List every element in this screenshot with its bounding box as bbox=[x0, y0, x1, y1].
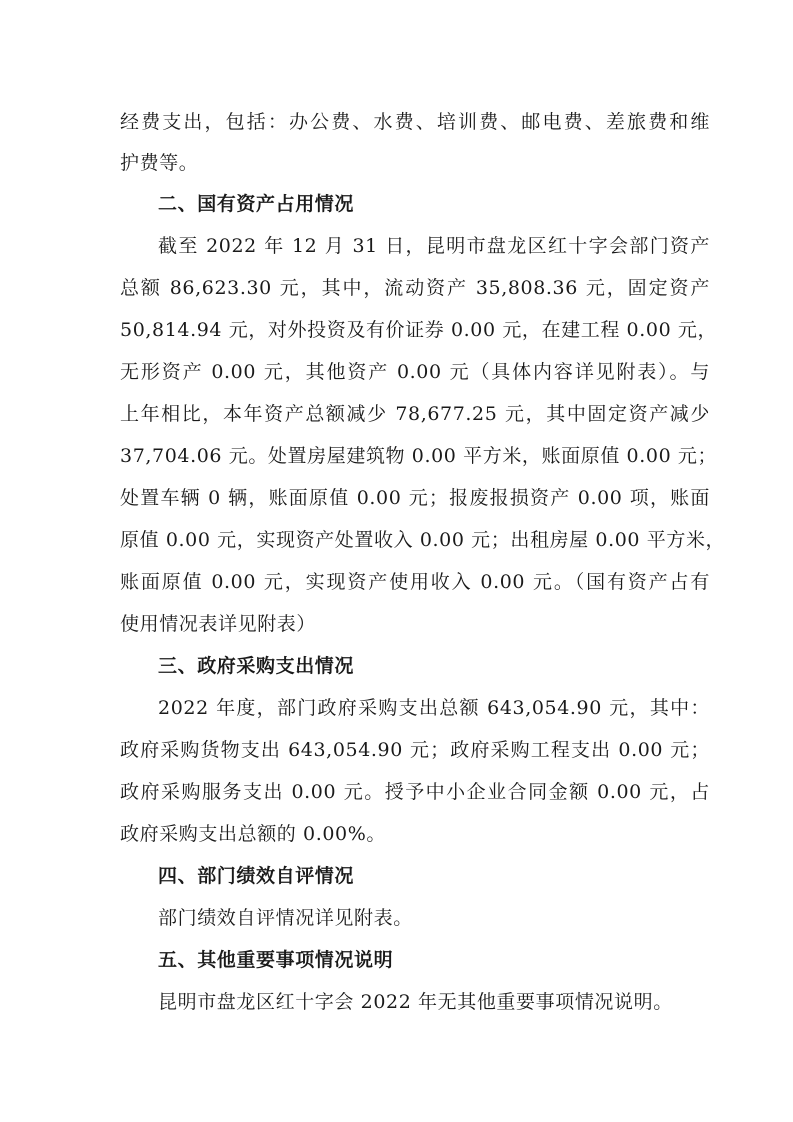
paragraph-line: 总额 86,623.30 元，其中，流动资产 35,808.36 元，固定资产 bbox=[120, 277, 710, 299]
paragraph-line: 护费等。 bbox=[120, 152, 199, 174]
paragraph-line: 账面原值 0.00 元，实现资产使用收入 0.00 元。（国有资产占有 bbox=[120, 571, 710, 593]
paragraph-line: 部门绩效自评情况详见附表。 bbox=[158, 907, 413, 929]
section-heading-other-matters: 五、其他重要事项情况说明 bbox=[158, 949, 394, 971]
paragraph-line: 政府采购支出总额的 0.00%。 bbox=[120, 823, 386, 845]
paragraph-line: 50,814.94 元，对外投资及有价证券 0.00 元，在建工程 0.00 元， bbox=[120, 319, 718, 341]
paragraph-line: 处置车辆 0 辆，账面原值 0.00 元；报废报损资产 0.00 项，账面 bbox=[120, 487, 710, 509]
paragraph-line: 政府采购服务支出 0.00 元。授予中小企业合同金额 0.00 元，占 bbox=[120, 781, 710, 803]
section-heading-performance: 四、部门绩效自评情况 bbox=[158, 865, 355, 887]
section-heading-procurement: 三、政府采购支出情况 bbox=[158, 655, 355, 677]
paragraph-line: 无形资产 0.00 元，其他资产 0.00 元（具体内容详见附表）。与 bbox=[120, 361, 710, 383]
paragraph-line: 经费支出，包括：办公费、水费、培训费、邮电费、差旅费和维 bbox=[120, 111, 710, 133]
paragraph-line: 2022 年度，部门政府采购支出总额 643,054.90 元，其中： bbox=[158, 697, 710, 719]
paragraph-line: 截至 2022 年 12 月 31 日，昆明市盘龙区红十字会部门资产 bbox=[158, 235, 710, 257]
paragraph-line: 上年相比，本年资产总额减少 78,677.25 元，其中固定资产减少 bbox=[120, 403, 710, 425]
paragraph-line: 昆明市盘龙区红十字会 2022 年无其他重要事项情况说明。 bbox=[158, 991, 673, 1013]
paragraph-line: 使用情况表详见附表） bbox=[120, 613, 317, 635]
section-heading-assets: 二、国有资产占用情况 bbox=[158, 193, 355, 215]
paragraph-line: 原值 0.00 元，实现资产处置收入 0.00 元；出租房屋 0.00 平方米， bbox=[120, 529, 726, 551]
paragraph-line: 37,704.06 元。处置房屋建筑物 0.00 平方米，账面原值 0.00 元； bbox=[120, 445, 718, 467]
paragraph-line: 政府采购货物支出 643,054.90 元；政府采购工程支出 0.00 元； bbox=[120, 739, 710, 761]
